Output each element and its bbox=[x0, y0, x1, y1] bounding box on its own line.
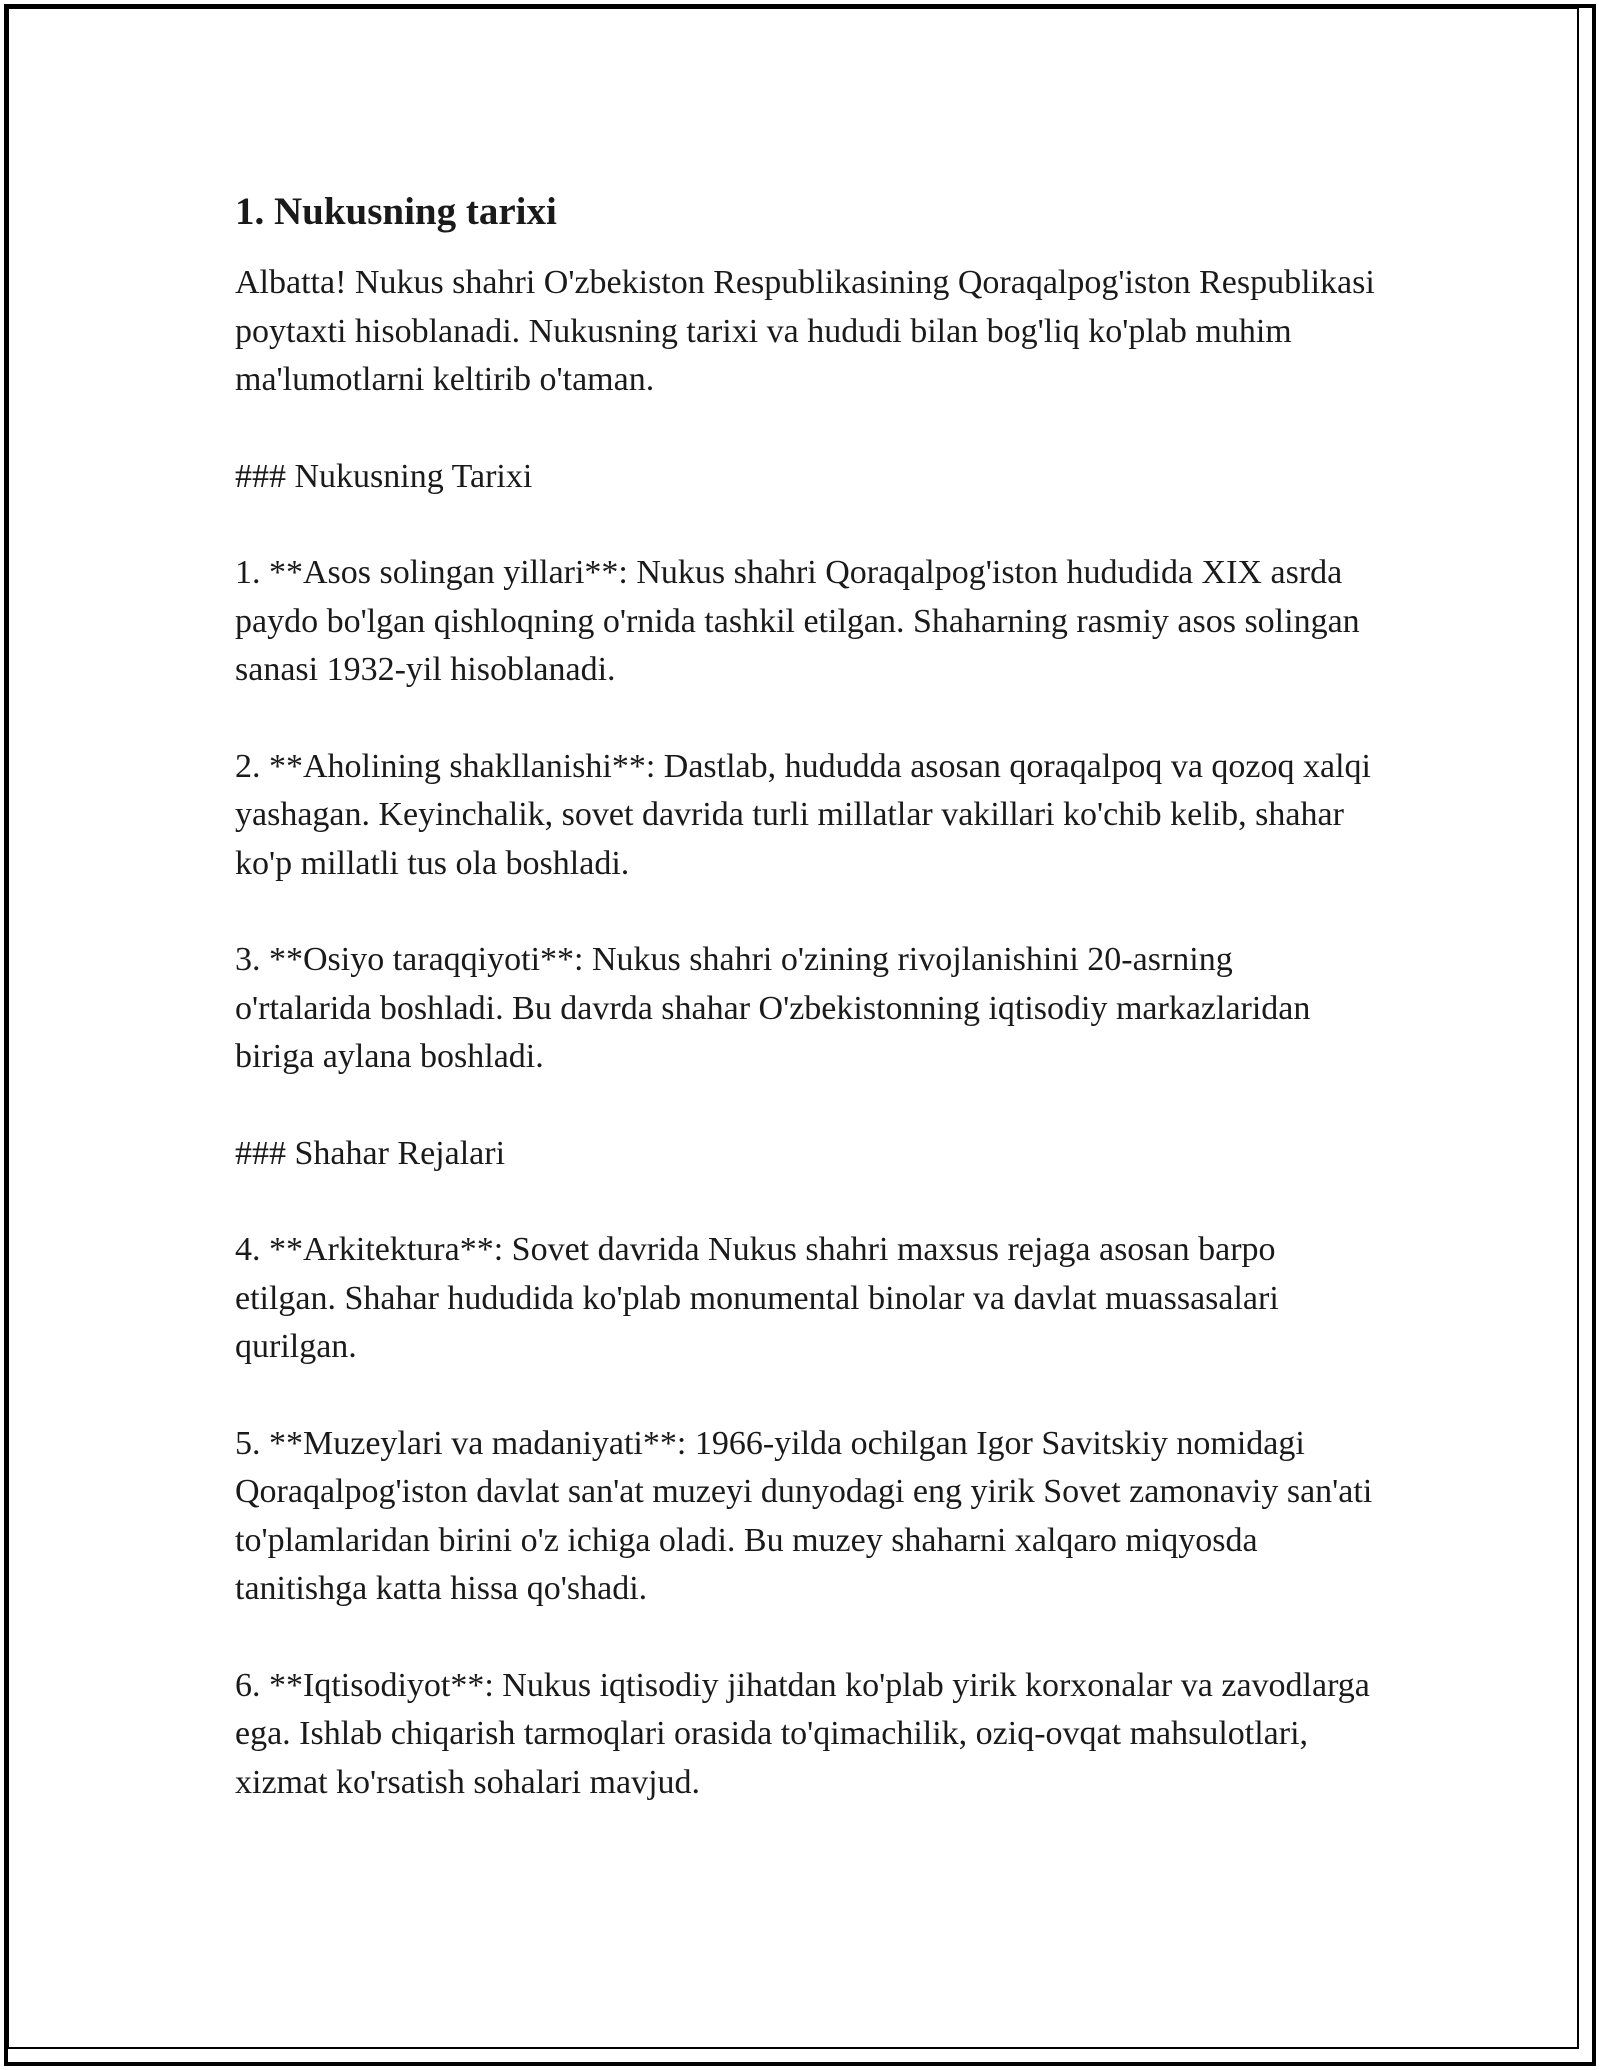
list-item-aholi: 2. **Aholining shakllanishi**: Dastlab, hududda asosan qoraqalpoq va qozoq xalqi yashagan. Keyinchalik, sovet davrida turli millatlar vakillari ko'chib kelib, shahar ko'p millatli tus ola boshladi. bbox=[235, 747, 1371, 882]
list-item-iqtisodiyot: 6. **Iqtisodiyot**: Nukus iqtisodiy jihatdan ko'plab yirik korxonalar va zavodlarga ega. Ishlab chiqarish tarmoqlari orasida to'qimachilik, oziq-ovqat mahsulotlari, xizmat ko'rsatish sohalari mavjud. bbox=[235, 1666, 1370, 1801]
intro-paragraph: Albatta! Nukus shahri O'zbekiston Respublikasining Qoraqalpog'iston Respublikasi poytaxti hisoblanadi. Nukusning tarixi va hududi bilan bog'liq ko'plab muhim ma'lumotlarni keltirib o'taman. bbox=[235, 264, 1375, 398]
list-item-asos: 1. **Asos solingan yillari**: Nukus shahri Qoraqalpog'iston hududida XIX asrda paydo bo'lgan qishloqning o'rnida tashkil etilgan. Shaharning rasmiy asos solingan sanasi 1932-yil hisoblanadi. bbox=[235, 554, 1360, 688]
document-title: 1. Nukusning tarixi bbox=[235, 190, 557, 233]
section-heading-rejalari: ### Shahar Rejalari bbox=[235, 1134, 506, 1172]
list-item-osiyo: 3. **Osiyo taraqqiyoti**: Nukus shahri o'zining rivojlanishini 20-asrning o'rtalarida boshladi. Bu davrda shahar O'zbekistonning iqtisodiy markazlaridan biriga aylana boshladi. bbox=[235, 941, 1311, 1075]
list-item-muzeylar: 5. **Muzeylari va madaniyati**: 1966-yilda ochilgan Igor Savitskiy nomidagi Qoraqalpog'iston davlat san'at muzeyi dunyodagi eng yirik Sovet zamonaviy san'ati to'plamlaridan birini o'z ichiga oladi. Bu muzey shaharni xalqaro miqyosda tanitishga katta hissa qo'shadi. bbox=[235, 1424, 1373, 1607]
document-body bbox=[235, 186, 1375, 1855]
section-heading-tarixi: ### Nukusning Tarixi bbox=[235, 457, 533, 495]
list-item-arkitektura: 4. **Arkitektura**: Sovet davrida Nukus shahri maxsus rejaga asosan barpo etilgan. Shahar hududida ko'plab monumental binolar va davlat muassasalari qurilgan. bbox=[235, 1231, 1279, 1365]
